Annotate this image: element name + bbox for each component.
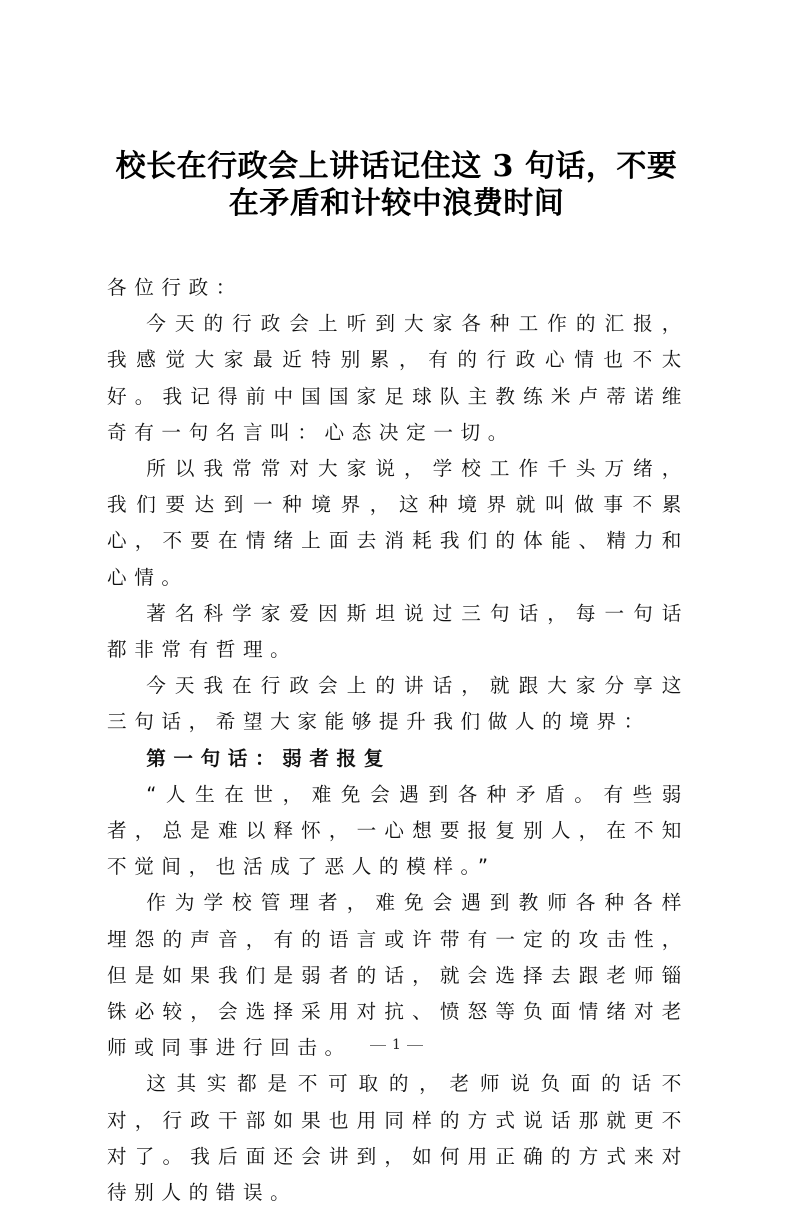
document-title bbox=[90, 148, 703, 222]
salutation: 各位行政： bbox=[107, 276, 243, 299]
paragraph: 著名科学家爱因斯坦说过三句话，每一句话都非常有哲理。 bbox=[107, 601, 689, 662]
paragraph: 今天的行政会上听到大家各种工作的汇报，我感觉大家最近特别累，有的行政心情也不太好。我记得前中国国家足球队主教练米卢蒂诺维奇有一句名言叫：心态决定一切。 bbox=[107, 312, 689, 444]
page-number: 1 bbox=[392, 1037, 401, 1053]
dash-right bbox=[407, 1045, 423, 1046]
document-body bbox=[107, 270, 689, 1211]
paragraph: 所以我常常对大家说，学校工作千头万绪，我们要达到一种境界，这种境界就叫做事不累心，不要在情绪上面去消耗我们的体能、精力和心情。 bbox=[107, 457, 689, 589]
title-line-2: 在矛盾和计较中浪费时间 bbox=[228, 186, 565, 221]
paragraph: 今天我在行政会上的讲话，就跟大家分享这三句话，希望大家能够提升我们做人的境界： bbox=[107, 674, 689, 734]
dash-left bbox=[370, 1045, 386, 1046]
title-line-1: 校长在行政会上讲话记住这 3 句话，不要 bbox=[115, 149, 678, 184]
section-heading: 第一句话：弱者报复 bbox=[146, 746, 391, 770]
paragraph: 这其实都是不可取的，老师说负面的话不对，行政干部如果也用同样的方式说话那就更不对了。我后面还会讲到，如何用正确的方式来对待别人的错误。 bbox=[107, 1072, 689, 1205]
paragraph: 作为学校管理者，难免会遇到教师各种各样埋怨的声音，有的语言或许带有一定的攻击性，但是如果我们是弱者的话，就会选择去跟老师锱铢必较，会选择采用对抗、愤怒等负面情绪对老师或同事进行回击。 bbox=[107, 891, 689, 1060]
quote-paragraph: “人生在世，难免会遇到各种矛盾。有些弱者，总是难以释怀，一心想要报复别人，在不知不觉间，也活成了恶人的模样。” bbox=[107, 782, 689, 879]
page-footer bbox=[0, 1037, 793, 1053]
